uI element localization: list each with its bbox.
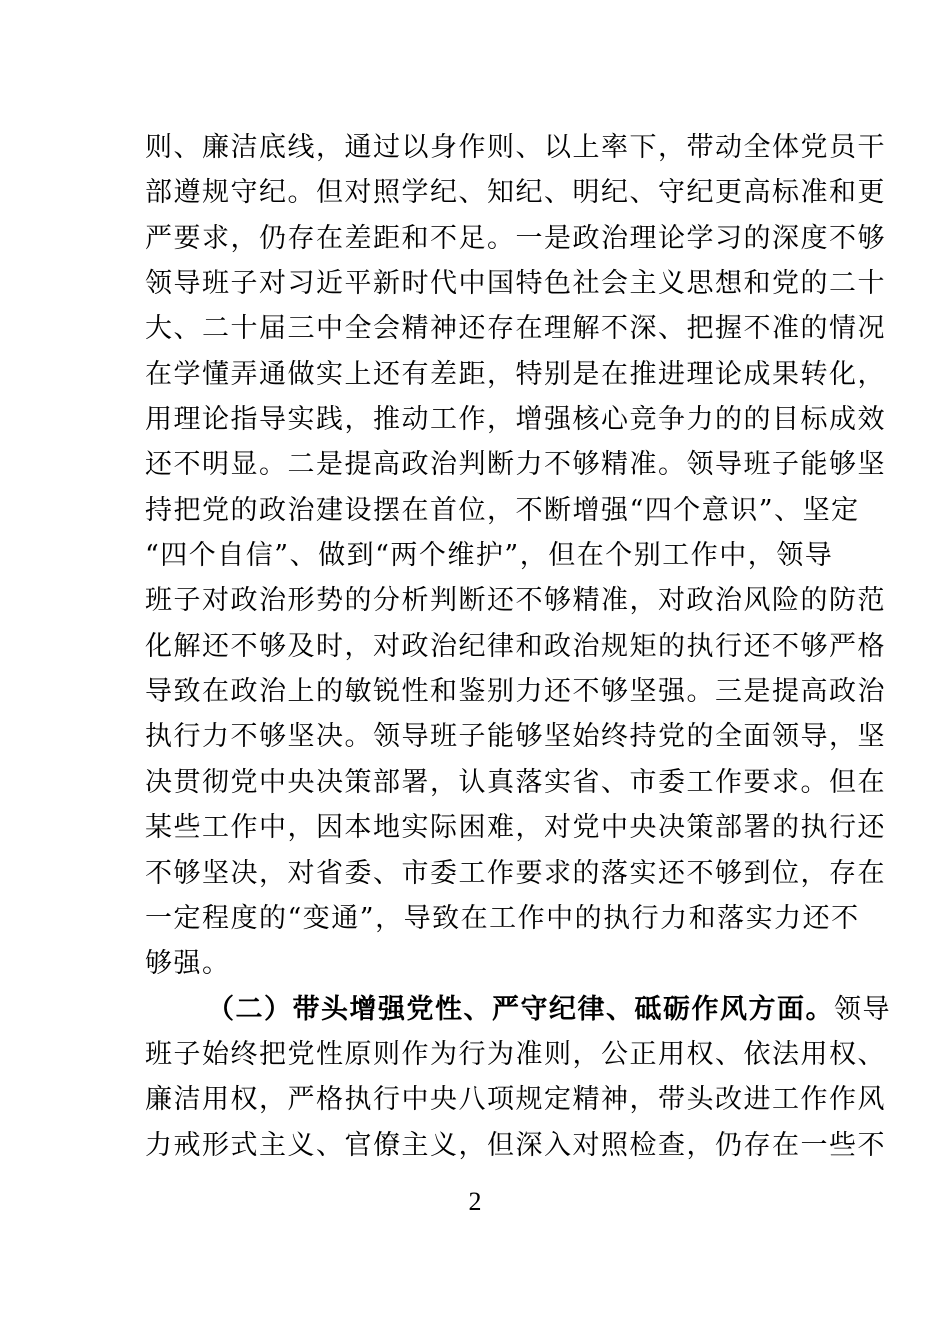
- text-line: “四个自信”、做到“两个维护”，但在个别工作中，领导: [145, 540, 834, 572]
- text-line: 一定程度的“变通”，导致在工作中的执行力和落实力还不: [145, 902, 860, 934]
- text-line: 廉洁用权，严格执行中央八项规定精神，带头改进工作作风: [145, 1084, 886, 1116]
- section-heading: （二）带头增强党性、严守纪律、砥砺作风方面。: [207, 993, 834, 1025]
- text-line: 不够坚决，对省委、市委工作要求的落实还不够到位，存在: [145, 857, 886, 889]
- text-line: 导致在政治上的敏锐性和鉴别力还不够坚强。三是提高政治: [145, 676, 886, 708]
- text-line: 则、廉洁底线，通过以身作则、以上率下，带动全体党员干: [145, 132, 886, 163]
- section-heading-line: [145, 987, 891, 1032]
- text-line: 在学懂弄通做实上还有差距，特别是在推进理论成果转化，: [145, 358, 886, 390]
- text-line: 严要求，仍存在差距和不足。一是政治理论学习的深度不够: [145, 222, 886, 254]
- text-line: 执行力不够坚决。领导班子能够坚始终持党的全面领导，坚: [145, 721, 886, 753]
- section-heading-tail: 领导: [834, 993, 891, 1025]
- body-text: [145, 125, 891, 1168]
- text-line: 大、二十届三中全会精神还存在理解不深、把握不准的情况: [145, 313, 886, 345]
- text-line: 班子始终把党性原则作为行为准则，公正用权、依法用权、: [145, 1038, 886, 1070]
- text-line: 化解还不够及时，对政治纪律和政治规矩的执行还不够严格: [145, 630, 886, 662]
- text-line: 力戒形式主义、官僚主义，但深入对照检查，仍存在一些不: [145, 1129, 886, 1161]
- text-line: 持把党的政治建设摆在首位，不断增强“四个意识”、坚定: [145, 494, 860, 526]
- text-line: 班子对政治形势的分析判断还不够精准，对政治风险的防范: [145, 585, 886, 617]
- text-line: 领导班子对习近平新时代中国特色社会主义思想和党的二十: [145, 268, 886, 300]
- text-line: 决贯彻党中央决策部署，认真落实省、市委工作要求。但在: [145, 766, 886, 798]
- text-line: 还不明显。二是提高政治判断力不够精准。领导班子能够坚: [145, 449, 886, 481]
- text-line: 用理论指导实践，推动工作，增强核心竞争力的的目标成效: [145, 404, 886, 436]
- page-number: 2: [468, 1187, 482, 1216]
- text-line: 某些工作中，因本地实际困难，对党中央决策部署的执行还: [145, 812, 886, 844]
- text-line: 部遵规守纪。但对照学纪、知纪、明纪、守纪更高标准和更: [145, 177, 886, 209]
- text-line: 够强。: [145, 948, 231, 980]
